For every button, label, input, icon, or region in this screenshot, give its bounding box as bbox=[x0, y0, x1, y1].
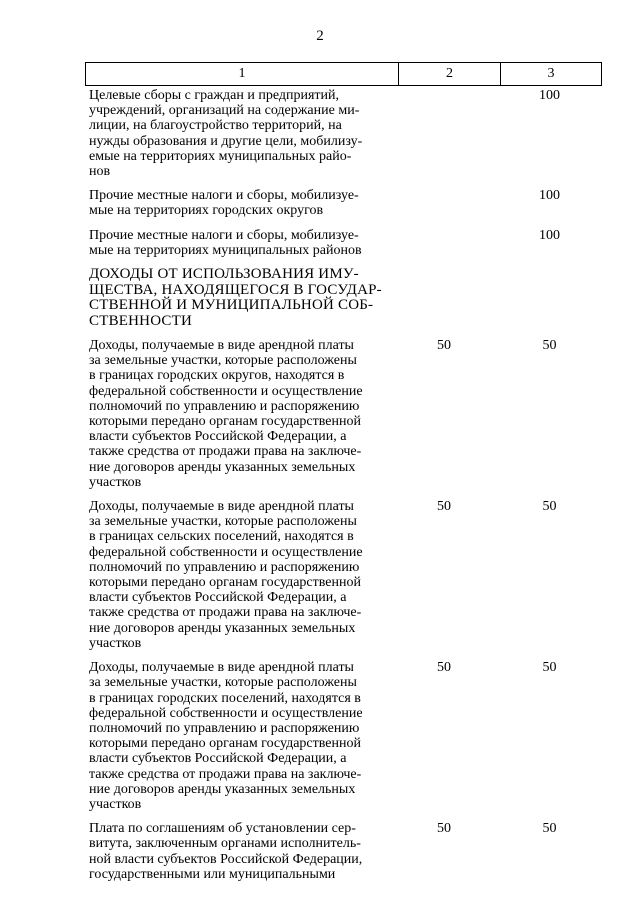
table-row bbox=[89, 338, 601, 490]
row-col3-value: 50 bbox=[542, 499, 557, 515]
table-row bbox=[89, 188, 601, 218]
table-row bbox=[89, 821, 601, 882]
header-col-3: 3 bbox=[501, 63, 602, 86]
row-description: Доходы, получаемые в виде арендной платы за земельные участки, которые расположены в границах городских поселений, находятся в федеральной собственности и осуществление полномочий по управлению и распоряжению которыми передано органам государственной власти субъектов Российской Федерации, а также средства от продажи права на заключе- ние договоров аренды указанных земельных участков bbox=[89, 660, 363, 812]
row-description: Целевые сборы с граждан и предприятий, учреждений, организаций на содержание ми- лиции, на благоустройство территорий, на нужды образования и другие цели, мобилизу- емые на территориях муниципальных райо- нов bbox=[89, 88, 363, 180]
row-col2-value: 50 bbox=[437, 338, 451, 354]
row-description: Доходы, получаемые в виде арендной платы за земельные участки, которые расположены в границах городских округов, находятся в федеральной собственности и осуществление полномочий по управлению и распоряжению которыми передано органам государственной власти субъектов Российской Федерации, а также средства от продажи права на заключе- ние договоров аренды указанных земельных участков bbox=[89, 338, 363, 490]
row-col3-value: 50 bbox=[542, 821, 557, 837]
row-col2-value: 50 bbox=[437, 499, 451, 515]
row-col2-value bbox=[390, 188, 498, 218]
table-body bbox=[89, 88, 601, 891]
row-col3-value: 100 bbox=[539, 88, 560, 103]
page-number: 2 bbox=[316, 28, 324, 44]
row-col2-value bbox=[390, 88, 498, 179]
table-row-heading bbox=[89, 267, 601, 329]
table-header bbox=[85, 62, 602, 86]
row-description: Прочие местные налоги и сборы, мобилизуе- мые на территориях городских округов bbox=[89, 188, 359, 219]
row-col3-value: 100 bbox=[539, 188, 560, 204]
header-col-1: 1 bbox=[86, 63, 399, 86]
row-col2-value bbox=[390, 228, 498, 258]
row-col2-value bbox=[390, 267, 498, 329]
row-col3-value: 50 bbox=[542, 660, 557, 676]
table-row bbox=[89, 660, 601, 812]
row-col2-value: 50 bbox=[437, 821, 451, 837]
row-col3-value bbox=[498, 267, 601, 329]
row-col2-value: 50 bbox=[437, 660, 451, 676]
section-heading: ДОХОДЫ ОТ ИСПОЛЬЗОВАНИЯ ИМУ- ЩЕСТВА, НАХОДЯЩЕГОСЯ В ГОСУДАР- СТВЕННОЙ И МУНИЦИПАЛЬНОЙ СОБ- СТВЕННОСТИ bbox=[89, 266, 382, 329]
row-description: Прочие местные налоги и сборы, мобилизуе- мые на территориях муниципальных районов bbox=[89, 227, 362, 258]
header-col-2: 2 bbox=[399, 63, 501, 86]
row-col3-value: 50 bbox=[542, 338, 557, 354]
row-col3-value: 100 bbox=[539, 227, 560, 243]
row-description: Плата по соглашениям об установлении сер- витута, заключенным органами исполнитель- ной власти субъектов Российской Федерации, государственными или муниципальными bbox=[89, 821, 363, 882]
table-row bbox=[89, 88, 601, 179]
table-row bbox=[89, 499, 601, 651]
table-row bbox=[89, 228, 601, 258]
row-description: Доходы, получаемые в виде арендной платы за земельные участки, которые расположены в границах сельских поселений, находятся в федеральной собственности и осуществление полномочий по управлению и распоряжению которыми передано органам государственной власти субъектов Российской Федерации, а также средства от продажи права на заключе- ние договоров аренды указанных земельных участков bbox=[89, 499, 363, 651]
